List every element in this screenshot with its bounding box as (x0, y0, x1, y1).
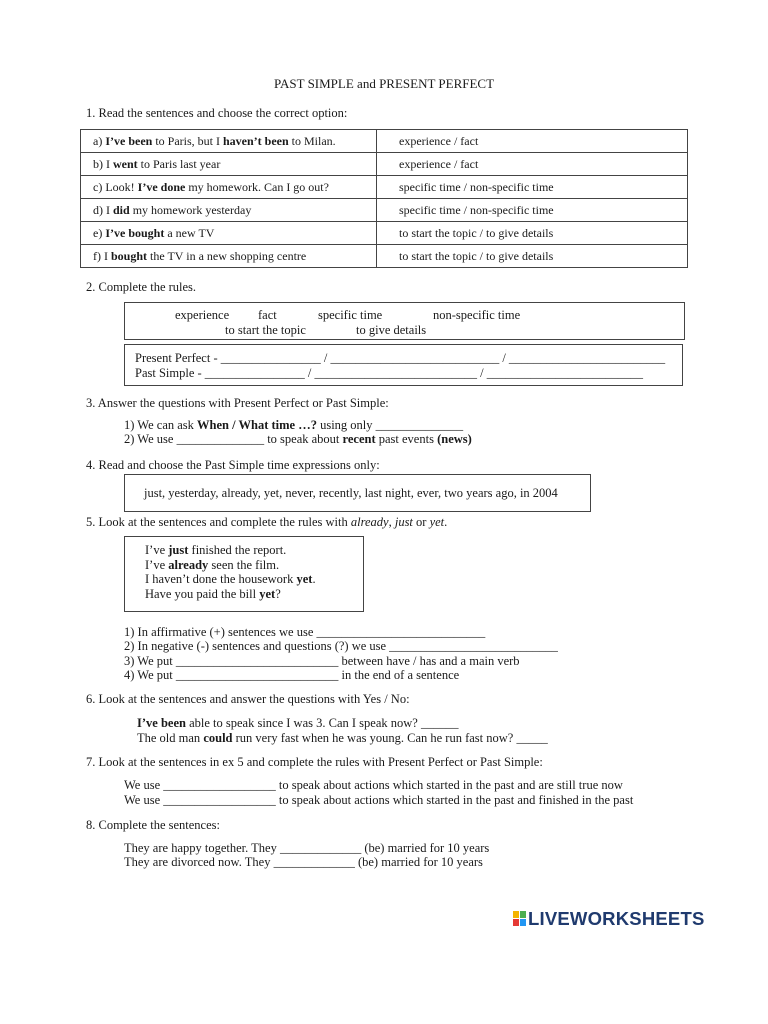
example-sentences-box (124, 536, 364, 612)
exercise-6-heading: 6. Look at the sentences and answer the questions with Yes / No: (86, 692, 410, 706)
page-title: PAST SIMPLE and PRESENT PERFECT (273, 76, 495, 91)
exercise-6-line-2[interactable]: The old man could run very fast when he was young. Can he run fast now? _____ (137, 731, 548, 745)
exercise-1-table (80, 129, 688, 268)
time-expressions[interactable]: just, yesterday, already, yet, never, recently, last night, ever, two years ago, in 2004 (144, 486, 558, 500)
liveworksheets-logo[interactable] (513, 908, 705, 930)
word-bank-item[interactable]: experience (175, 308, 230, 322)
exercise-1-row (81, 176, 688, 199)
exercise-5-heading-text: 5. Look at the sentences and complete the rules with (86, 515, 351, 529)
word-bank-box (124, 302, 685, 340)
word-bank-item[interactable]: to give details (356, 323, 427, 337)
exercise-8-heading: 8. Complete the sentences: (86, 818, 220, 832)
exercise-3-line-1[interactable]: 1) We can ask When / What time …? using only ______________ (124, 418, 464, 432)
exercise-4-heading: 4. Read and choose the Past Simple time expressions only: (86, 458, 380, 472)
exercise-1-heading: 1. Read the sentences and choose the correct option: (86, 106, 348, 120)
exercise-1-sentence: b) I went to Paris last year (81, 153, 377, 176)
example-sentence: I’ve already seen the film. (145, 558, 280, 572)
exercise-3-line-2[interactable]: 2) We use ______________ to speak about recent past events (news) (124, 432, 472, 446)
exercise-7-heading: 7. Look at the sentences in ex 5 and complete the rules with Present Perfect or Past Simple: (86, 755, 543, 769)
rule-past-simple[interactable]: Past Simple - ________________ / __________________________ / _________________________ (135, 366, 643, 380)
exercise-2-heading: 2. Complete the rules. (86, 280, 197, 294)
exercise-1-options[interactable]: specific time / non-specific time (377, 199, 688, 222)
word-already: already (350, 515, 389, 529)
exercise-7-line-1[interactable]: We use __________________ to speak about actions which started in the past and are still true now (124, 778, 623, 792)
rules-box (124, 344, 683, 386)
exercise-5-rule-1[interactable]: 1) In affirmative (+) sentences we use ___________________________ (124, 625, 486, 639)
exercise-1-sentence: f) I bought the TV in a new shopping centre (81, 245, 377, 268)
exercise-1-row (81, 153, 688, 176)
exercise-1-options[interactable]: to start the topic / to give details (377, 245, 688, 268)
liveworksheets-logo-text: LIVEWORKSHEETS (528, 908, 705, 929)
exercise-5-heading: 5. Look at the sentences and complete the rules with already, just or yet. (86, 515, 448, 529)
exercise-8-line-1[interactable]: They are happy together. They _____________ (be) married for 10 years (124, 841, 490, 855)
liveworksheets-logo-icon (513, 911, 527, 927)
word-bank-item[interactable]: to start the topic (225, 323, 306, 337)
word-yet: yet (429, 515, 445, 529)
exercise-1-sentence: c) Look! I’ve done my homework. Can I go out? (81, 176, 377, 199)
exercise-1-sentence: a) I’ve been to Paris, but I haven’t been to Milan. (81, 130, 377, 153)
exercise-1-row (81, 199, 688, 222)
rule-present-perfect[interactable]: Present Perfect - ________________ / ___________________________ / _________________________ (135, 351, 666, 365)
word-just: just (394, 515, 413, 529)
example-sentence: I haven’t done the housework yet. (145, 572, 316, 586)
word-bank-item[interactable]: specific time (318, 308, 383, 322)
word-bank-item[interactable]: non-specific time (433, 308, 521, 322)
exercise-6-line-1[interactable]: I’ve been able to speak since I was 3. Can I speak now? ______ (137, 716, 459, 730)
exercise-1-options[interactable]: experience / fact (377, 153, 688, 176)
exercise-1-sentence: e) I’ve bought a new TV (81, 222, 377, 245)
exercise-1-sentence: d) I did my homework yesterday (81, 199, 377, 222)
exercise-3-heading: 3. Answer the questions with Present Perfect or Past Simple: (86, 396, 389, 410)
exercise-1-options[interactable]: to start the topic / to give details (377, 222, 688, 245)
example-sentence: Have you paid the bill yet? (145, 587, 281, 601)
exercise-1-row (81, 130, 688, 153)
exercise-8-line-2[interactable]: They are divorced now. They _____________ (be) married for 10 years (124, 855, 483, 869)
exercise-5-rule-4[interactable]: 4) We put __________________________ in the end of a sentence (124, 668, 460, 682)
time-expressions-box (124, 474, 591, 512)
exercise-5-rule-3[interactable]: 3) We put __________________________ between have / has and a main verb (124, 654, 520, 668)
exercise-5-rule-2[interactable]: 2) In negative (-) sentences and questions (?) we use ___________________________ (124, 639, 558, 653)
exercise-1-row (81, 245, 688, 268)
exercise-1-options[interactable]: experience / fact (377, 130, 688, 153)
example-sentence: I’ve just finished the report. (145, 543, 287, 557)
word-bank-item[interactable]: fact (258, 308, 277, 322)
exercise-1-options[interactable]: specific time / non-specific time (377, 176, 688, 199)
exercise-7-line-2[interactable]: We use __________________ to speak about actions which started in the past and finished in the past (124, 793, 634, 807)
exercise-1-row (81, 222, 688, 245)
